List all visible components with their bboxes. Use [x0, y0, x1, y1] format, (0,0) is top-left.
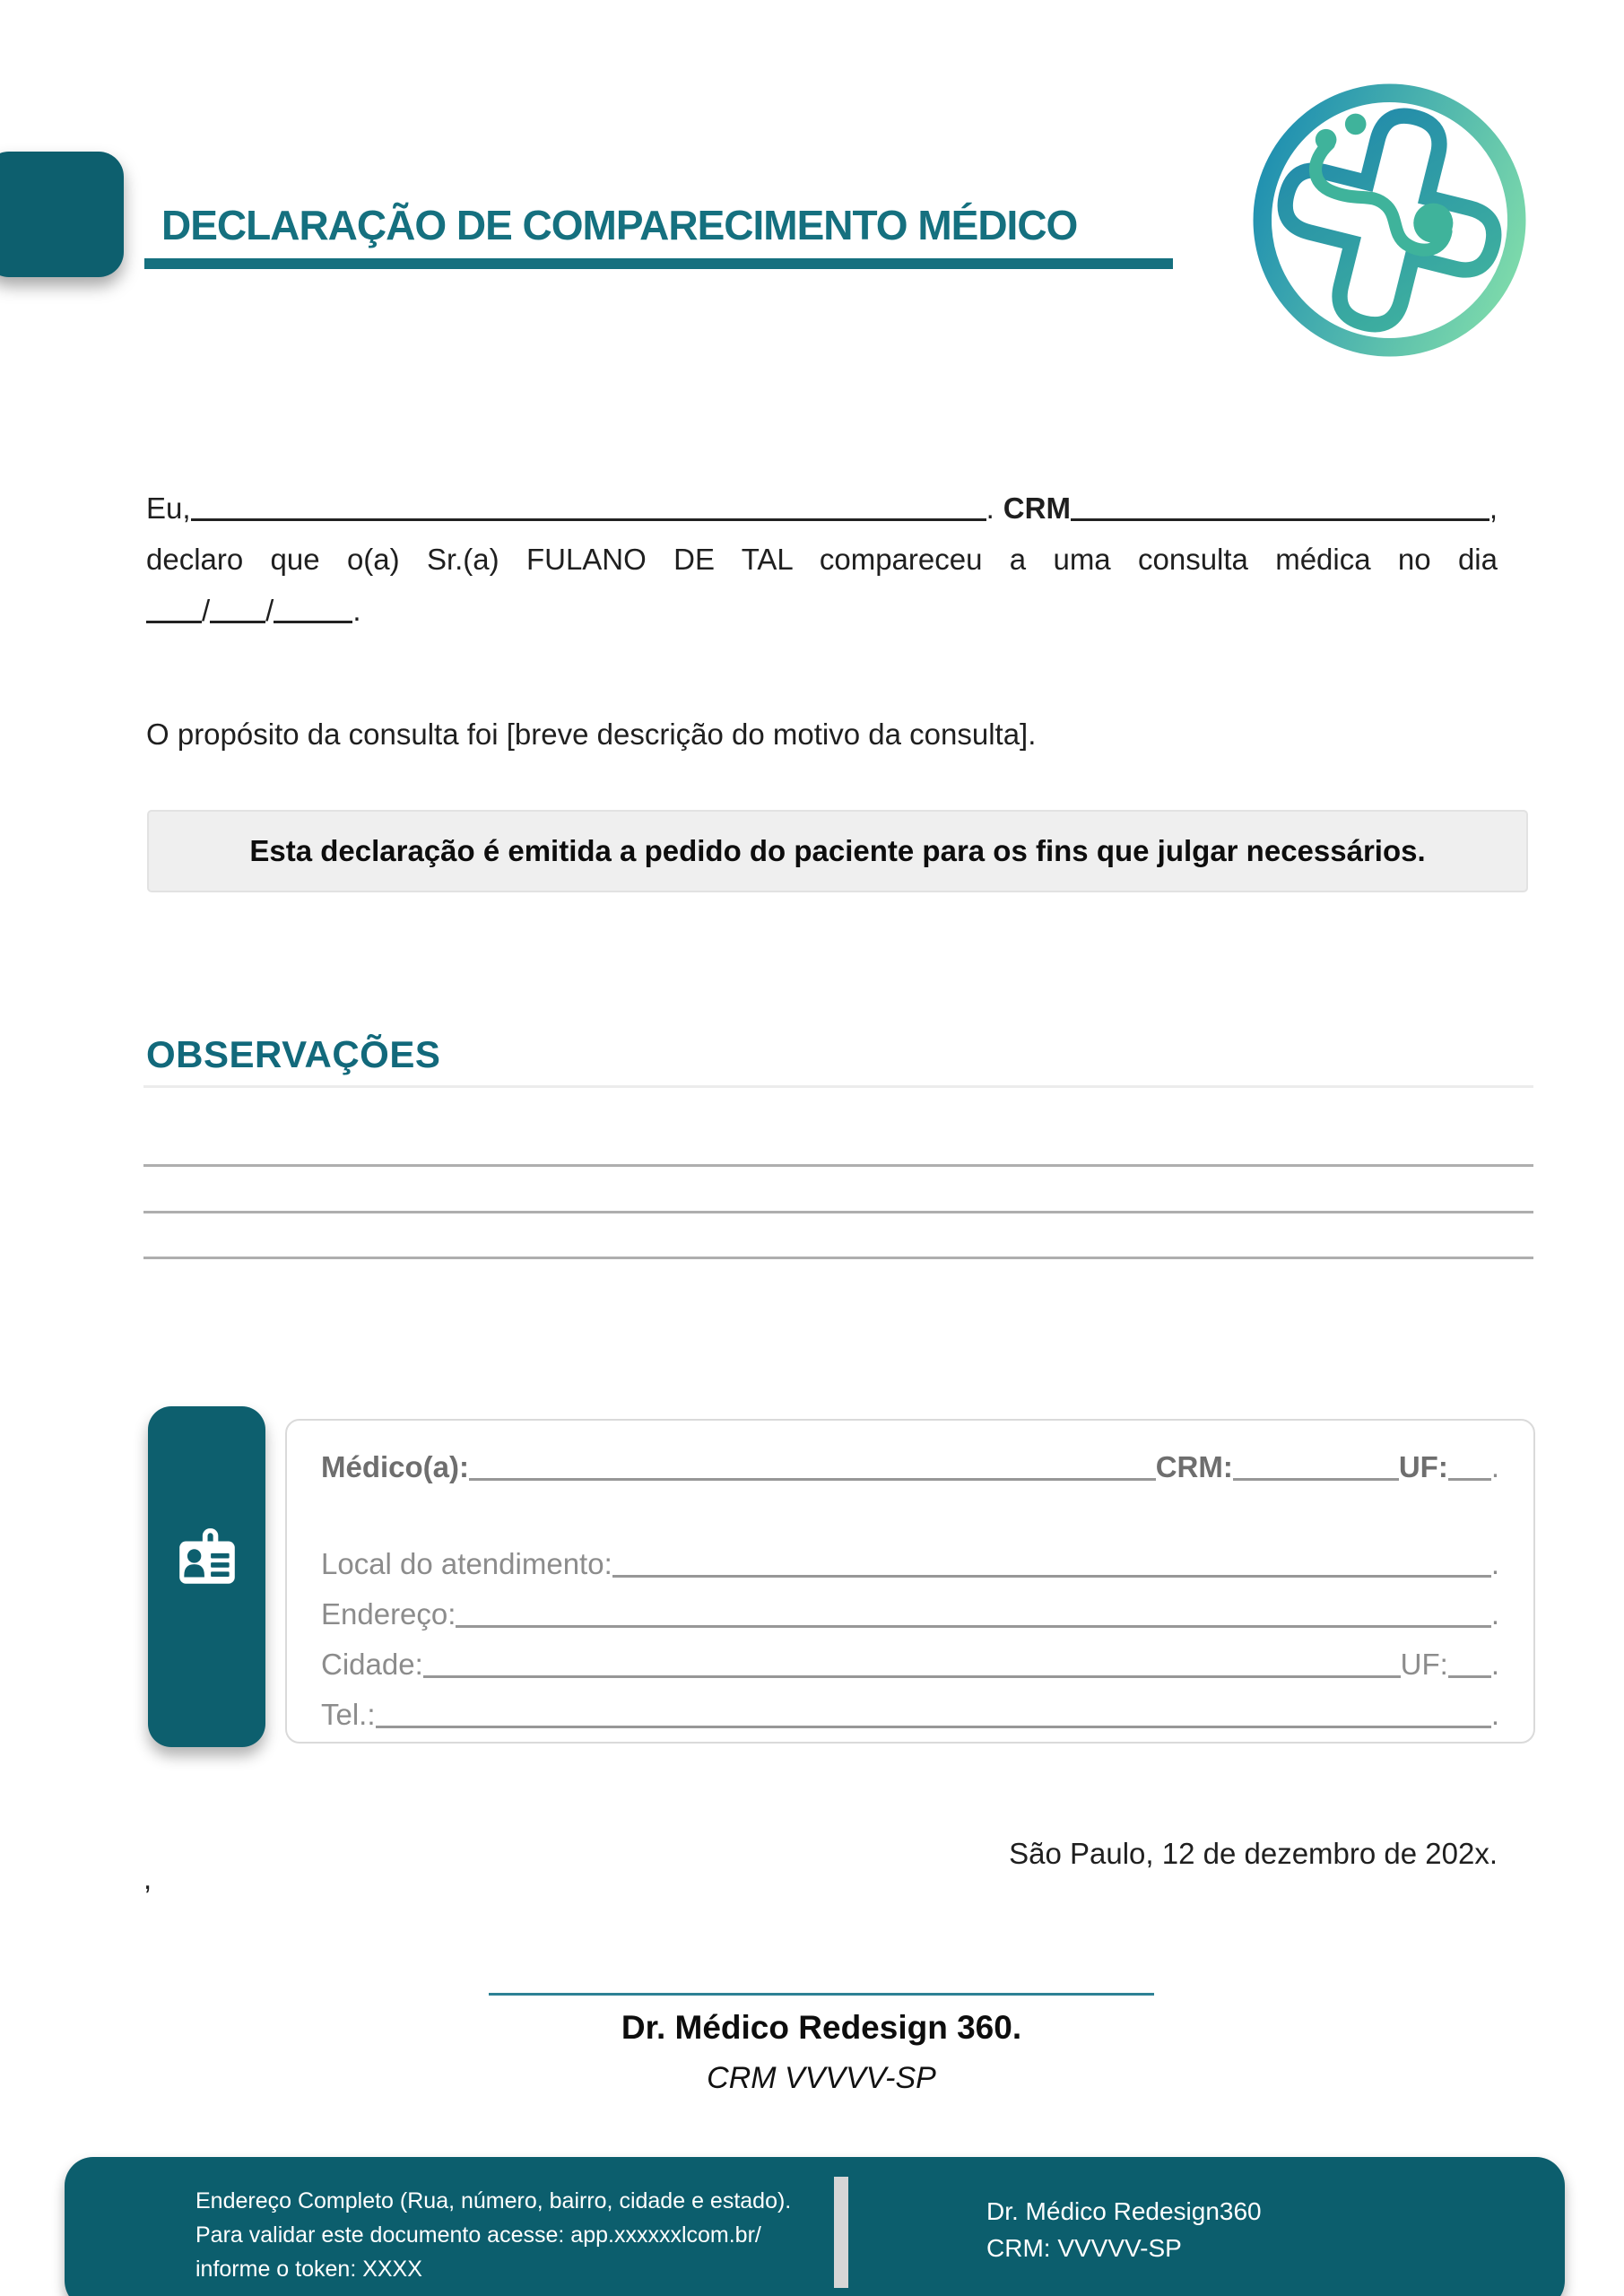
footer-bar	[65, 2157, 1565, 2296]
city-date-line: São Paulo, 12 de dezembro de 202x.	[1009, 1837, 1498, 1870]
endereco-row	[321, 1589, 1499, 1639]
uf-blank-line	[1448, 1478, 1491, 1481]
year-blank-line	[274, 621, 352, 623]
period: .	[986, 491, 994, 525]
stray-comma: ,	[143, 1862, 152, 1895]
period: .	[1490, 1597, 1499, 1631]
signature-doctor-name: Dr. Médico Redesign 360.	[621, 2009, 1022, 2046]
tel-blank-line	[376, 1726, 1491, 1728]
observations-write-line	[143, 1257, 1533, 1259]
uf-blank-line	[1448, 1675, 1491, 1678]
crm-label: CRM:	[1155, 1450, 1233, 1483]
period: .	[1490, 1450, 1499, 1483]
uf-label: UF:	[1398, 1450, 1448, 1483]
crm-blank-line	[1233, 1478, 1399, 1481]
period: .	[1490, 1648, 1499, 1681]
clinic-logo-icon	[1248, 79, 1531, 361]
observations-heading-rule	[143, 1085, 1533, 1088]
cidade-row	[321, 1639, 1499, 1690]
corner-accent-tab	[0, 152, 124, 277]
title-underline	[144, 258, 1173, 269]
id-badge-icon	[172, 1523, 242, 1593]
medico-blank-line	[469, 1478, 1156, 1481]
crm-blank-line	[1071, 518, 1489, 521]
intro-line-1	[146, 483, 1498, 534]
day-blank-line	[146, 621, 202, 623]
period: .	[1490, 1547, 1499, 1580]
medico-label: Médico(a):	[321, 1450, 469, 1483]
observations-write-line	[143, 1211, 1533, 1213]
date-blank-row	[146, 585, 1498, 636]
endereco-label: Endereço:	[321, 1597, 456, 1631]
page-title: DECLARAÇÃO DE COMPARECIMENTO MÉDICO	[161, 202, 1078, 248]
eu-label: Eu,	[146, 491, 191, 525]
local-row	[321, 1539, 1499, 1589]
intro-line-2: declaro que o(a) Sr.(a) FULANO DE TAL compareceu a uma consulta médica no dia	[146, 543, 1498, 576]
observations-write-line	[143, 1164, 1533, 1167]
statement-callout: Esta declaração é emitida a pedido do paciente para os fins que julgar necessários.	[147, 810, 1528, 892]
date-slash: /	[265, 594, 274, 627]
period: .	[352, 594, 361, 627]
local-label: Local do atendimento:	[321, 1547, 612, 1580]
footer-doctor-block	[986, 2193, 1262, 2266]
signature-line	[489, 1993, 1154, 1996]
purpose-text: O propósito da consulta foi [breve descrição do motivo da consulta].	[146, 718, 1037, 751]
date-slash: /	[202, 594, 211, 627]
name-blank-line	[191, 518, 986, 521]
endereco-blank-line	[456, 1625, 1490, 1628]
uf-label: UF:	[1400, 1648, 1448, 1681]
period: .	[1490, 1698, 1499, 1731]
medico-row	[321, 1442, 1499, 1492]
doctor-card-accent-tab	[148, 1406, 265, 1747]
local-blank-line	[612, 1575, 1491, 1578]
cidade-label: Cidade:	[321, 1648, 423, 1681]
observations-heading: OBSERVAÇÕES	[146, 1033, 441, 1075]
intro-paragraph	[146, 483, 1498, 636]
tel-row	[321, 1690, 1499, 1740]
comma: ,	[1489, 491, 1498, 525]
month-blank-line	[210, 621, 265, 623]
footer-validate: Para validar este documento acesse: app.xxxxxxlcom.br/	[195, 2222, 761, 2248]
footer-address: Endereço Completo (Rua, número, bairro, cidade e estado).	[195, 2188, 792, 2213]
footer-token: informe o token: XXXX	[195, 2257, 422, 2282]
cidade-blank-line	[423, 1675, 1401, 1678]
tel-label: Tel.:	[321, 1698, 376, 1731]
signature-doctor-crm: CRM VVVVV-SP	[707, 2061, 936, 2095]
footer-divider	[834, 2177, 848, 2288]
footer-doctor-crm: CRM: VVVVV-SP	[986, 2234, 1182, 2262]
crm-label: CRM	[1003, 491, 1071, 525]
footer-contact-block	[195, 2184, 791, 2286]
footer-doctor-name: Dr. Médico Redesign360	[986, 2197, 1262, 2225]
doctor-info-card	[285, 1419, 1535, 1744]
